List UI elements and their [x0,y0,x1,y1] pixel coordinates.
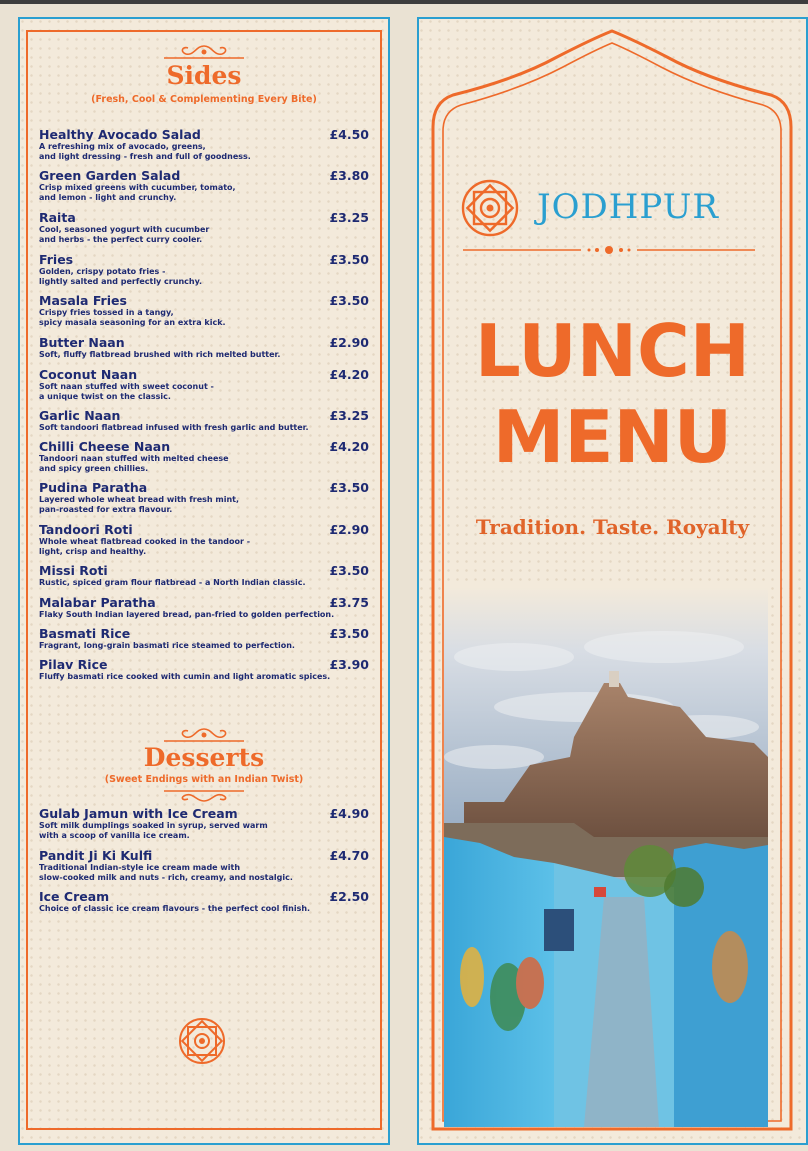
sides-item-description: Tandoori naan stuffed with melted cheese and spicy green chillies. [39,454,229,473]
desserts-item-name: Ice Cream [39,889,110,904]
desserts-item-name: Pandit Ji Ki Kulfi [39,848,153,863]
sides-item [39,481,369,515]
sides-item-name: Healthy Avocado Salad [39,127,201,142]
sides-item-price: £3.25 [329,210,369,225]
desserts-top-flourish-icon [156,725,252,745]
sides-item [39,523,369,557]
sides-item-description: Rustic, spiced gram flour flatbread - a North Indian classic. [39,578,306,587]
sides-item-price: £3.50 [329,293,369,308]
sides-top-flourish-icon [156,42,252,62]
desserts-item [39,890,369,914]
sides-item-price: £4.20 [329,439,369,454]
sides-item-price: £3.75 [329,595,369,610]
desserts-item-price: £2.50 [329,889,369,904]
sides-subtitle: (Fresh, Cool & Complementing Every Bite) [91,94,317,105]
desserts-item-name: Gulab Jamun with Ice Cream [39,806,238,821]
brand-name: JODHPUR [537,187,719,227]
sides-item-price: £3.50 [329,252,369,267]
headline-lunch: LUNCH [474,309,751,393]
sides-item-price: £3.25 [329,408,369,423]
sides-item-description: Golden, crispy potato fries - lightly salted and perfectly crunchy. [39,267,203,286]
sides-item [39,128,369,162]
sides-item [39,336,369,360]
sides-item-price: £2.90 [329,522,369,537]
desserts-item-price: £4.70 [329,848,369,863]
desserts-heading: Desserts [143,743,265,772]
sides-item-description: Crisp mixed greens with cucumber, tomato, and lemon - light and crunchy. [39,183,236,202]
sides-item-price: £3.50 [329,563,369,578]
sides-item-description: Soft tandoori flatbread infused with fresh garlic and butter. [39,423,309,432]
sides-item-name: Fries [39,252,74,267]
sides-item-name: Missi Roti [39,563,108,578]
menu-cover-panel [417,17,808,1145]
sides-item-description: Crispy fries tossed in a tangy, spicy masala seasoning for an extra kick. [39,308,226,327]
desserts-subtitle: (Sweet Endings with an Indian Twist) [104,774,304,785]
sides-item-description: Layered whole wheat bread with fresh mint, pan-roasted for extra flavour. [39,495,240,514]
sides-item [39,409,369,433]
sides-item-price: £3.80 [329,168,369,183]
desserts-bottom-flourish-icon [156,787,252,805]
sides-item-name: Tandoori Roti [39,522,133,537]
sides-item-price: £3.90 [329,657,369,672]
top-edge-bar [0,0,808,4]
sides-item [39,658,369,682]
sides-item-description: Cool, seasoned yogurt with cucumber and herbs - the perfect curry cooler. [39,225,210,244]
sides-item [39,253,369,287]
sides-item-name: Butter Naan [39,335,125,350]
sides-heading: Sides [166,61,242,90]
sides-item [39,564,369,588]
sides-item [39,627,369,651]
sides-item-name: Chilli Cheese Naan [39,439,171,454]
mandala-star-logo-icon [459,177,521,239]
sides-item [39,596,369,620]
sides-item-name: Pudina Paratha [39,480,148,495]
sides-item-description: Soft, fluffy flatbread brushed with rich melted butter. [39,350,281,359]
sides-item-name: Masala Fries [39,293,127,308]
brand-divider-icon [463,243,755,257]
menu-left-panel [18,17,390,1145]
sides-item-description: Flaky South Indian layered bread, pan-fried to golden perfection. [39,610,335,619]
mandala-ornament-icon [176,1015,228,1067]
tagline: Tradition. Taste. Royalty [475,515,750,539]
desserts-item-price: £4.90 [329,806,369,821]
sides-item [39,294,369,328]
sides-item-price: £3.50 [329,626,369,641]
desserts-item [39,849,369,883]
sides-item-description: Whole wheat flatbread cooked in the tandoor - light, crisp and healthy. [39,537,251,556]
sides-item-description: A refreshing mix of avocado, greens, and light dressing - fresh and full of goodness. [39,142,251,161]
sides-item-price: £2.90 [329,335,369,350]
sides-item [39,211,369,245]
sides-item [39,169,369,203]
sides-item-description: Fluffy basmati rice cooked with cumin and light aromatic spices. [39,672,331,681]
sides-item-price: £3.50 [329,480,369,495]
desserts-item-description: Traditional Indian-style ice cream made with slow-cooked milk and nuts - rich, creamy, and nostalgic. [39,863,293,882]
sides-item-name: Raita [39,210,76,225]
desserts-item-description: Soft milk dumplings soaked in syrup, served warm with a scoop of vanilla ice cream. [39,821,268,840]
desserts-item [39,807,369,841]
sides-item-name: Coconut Naan [39,367,138,382]
sides-item-price: £4.50 [329,127,369,142]
sides-item-name: Green Garden Salad [39,168,181,183]
headline-menu: MENU [492,395,733,479]
sides-item-name: Basmati Rice [39,626,131,641]
sides-item-description: Soft naan stuffed with sweet coconut - a unique twist on the classic. [39,382,214,401]
desserts-item-description: Choice of classic ice cream flavours - the perfect cool finish. [39,904,311,913]
sides-item-price: £4.20 [329,367,369,382]
sides-item-name: Garlic Naan [39,408,121,423]
jodhpur-fort-blue-city-photo [444,587,768,1127]
sides-item-description: Fragrant, long-grain basmati rice steamed to perfection. [39,641,295,650]
sides-item-name: Pilav Rice [39,657,108,672]
sides-item [39,368,369,402]
sides-item [39,440,369,474]
sides-item-name: Malabar Paratha [39,595,156,610]
